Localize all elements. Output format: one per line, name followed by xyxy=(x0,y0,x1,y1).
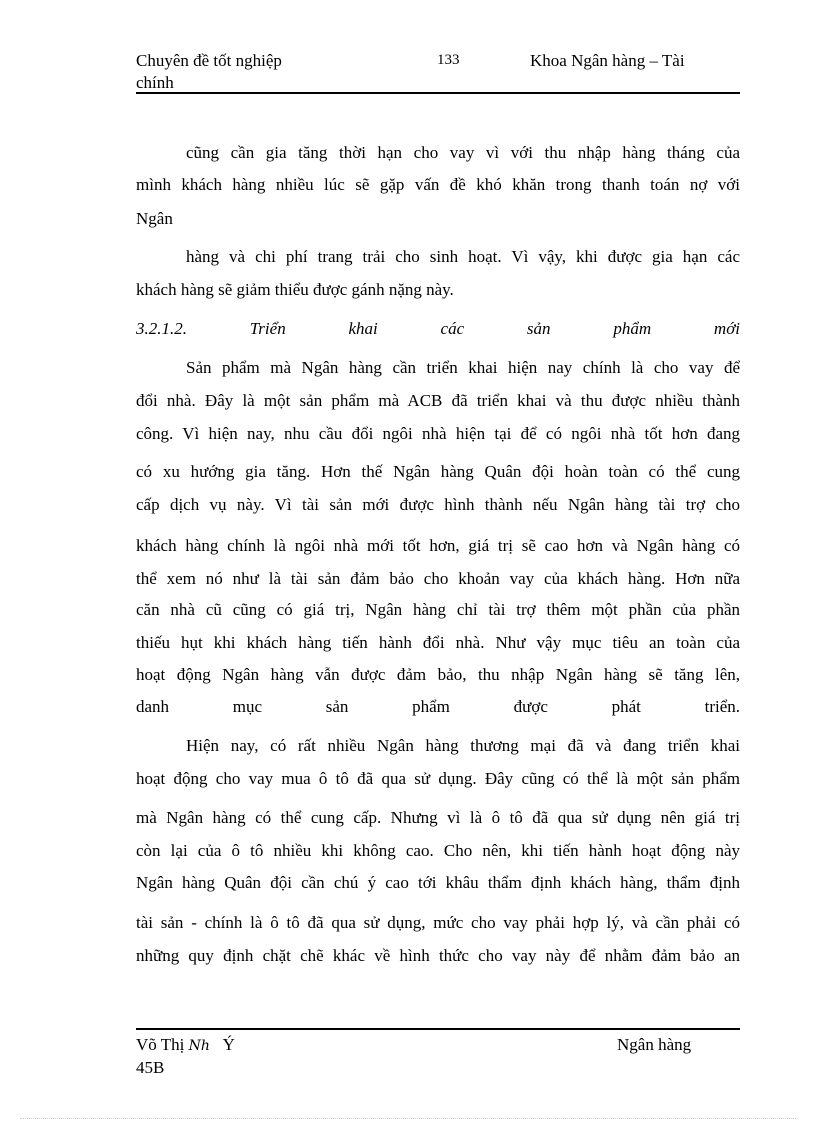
header-left-line1: Chuyên đề tốt nghiệp xyxy=(136,51,282,70)
header-left-line2: chính xyxy=(136,73,174,92)
body-line: cũng cần gia tăng thời hạn cho vay vì với thu nhập hàng tháng của xyxy=(186,143,740,162)
section-heading: 3.2.1.2. Triển khai các sản phẩm mới xyxy=(136,319,740,338)
body-line: hoạt động cho vay mua ô tô đã qua sử dụng. Đây cũng có thể là một sản phẩm xyxy=(136,769,740,788)
body-line: Sản phẩm mà Ngân hàng cần triển khai hiện nay chính là cho vay để xyxy=(186,358,740,377)
body-line: hoạt động Ngân hàng vẫn được đảm bảo, thu nhập Ngân hàng sẽ tăng lên, xyxy=(136,665,740,684)
footer-author-signature: Nh xyxy=(188,1038,210,1054)
footer-author-prefix: Võ Thị xyxy=(136,1035,185,1054)
body-line: danh mục sản phẩm được phát triển. xyxy=(136,697,740,716)
body-line: đổi nhà. Đây là một sản phẩm mà ACB đã triển khai và thu được nhiều thành xyxy=(136,391,740,410)
body-line: cấp dịch vụ này. Vì tài sản mới được hình thành nếu Ngân hàng tài trợ cho xyxy=(136,495,740,514)
header-right: Khoa Ngân hàng – Tài xyxy=(530,51,685,70)
footer-author-suffix: Ý xyxy=(222,1035,235,1054)
body-line: thiếu hụt khi khách hàng tiến hành đổi nhà. Như vậy mục tiêu an toàn của xyxy=(136,633,740,652)
body-line: khách hàng sẽ giảm thiểu được gánh nặng này. xyxy=(136,280,454,299)
header-rule xyxy=(136,92,740,94)
body-line: mà Ngân hàng có thể cung cấp. Nhưng vì là ô tô đã qua sử dụng nên giá trị xyxy=(136,808,740,827)
footer-left xyxy=(136,1034,235,1079)
page-number: 133 xyxy=(437,52,460,68)
header-left xyxy=(136,50,336,94)
body-line: khách hàng chính là ngôi nhà mới tốt hơn, giá trị sẽ cao hơn và Ngân hàng có xyxy=(136,536,740,555)
body-line: còn lại của ô tô nhiều khi không cao. Cho nên, khi tiến hành hoạt động này xyxy=(136,841,740,860)
body-line: căn nhà cũ cũng có giá trị, Ngân hàng chỉ tài trợ thêm một phần của phần xyxy=(136,600,740,619)
footer-rule xyxy=(136,1028,740,1030)
page-edge-dots xyxy=(20,1118,796,1119)
body-line: công. Vì hiện nay, nhu cầu đổi ngôi nhà hiện tại để có ngôi nhà tốt hơn đang xyxy=(136,424,740,443)
body-line: mình khách hàng nhiều lúc sẽ gặp vấn đề khó khăn trong thanh toán nợ với xyxy=(136,175,740,194)
body-line: Ngân xyxy=(136,209,173,228)
footer-class: 45B xyxy=(136,1058,165,1077)
body-line: thể xem nó như là tài sản đảm bảo cho khoản vay của khách hàng. Hơn nữa xyxy=(136,569,740,588)
body-line: có xu hướng gia tăng. Hơn thế Ngân hàng Quân đội hoàn toàn có thể cung xyxy=(136,462,740,481)
footer-right: Ngân hàng xyxy=(617,1035,692,1054)
body-line: Hiện nay, có rất nhiều Ngân hàng thương mại đã và đang triển khai xyxy=(186,736,740,755)
footer-author xyxy=(136,1034,235,1057)
body-line: những quy định chặt chẽ khác về hình thức cho vay này để nhằm đảm bảo an xyxy=(136,946,740,965)
body-line: hàng và chi phí trang trải cho sinh hoạt. Vì vậy, khi được gia hạn các xyxy=(186,247,740,266)
body-line: Ngân hàng Quân đội cần chú ý cao tới khâu thẩm định khách hàng, thẩm định xyxy=(136,873,740,892)
body-line: tài sản - chính là ô tô đã qua sử dụng, mức cho vay phải hợp lý, và cần phải có xyxy=(136,913,740,932)
